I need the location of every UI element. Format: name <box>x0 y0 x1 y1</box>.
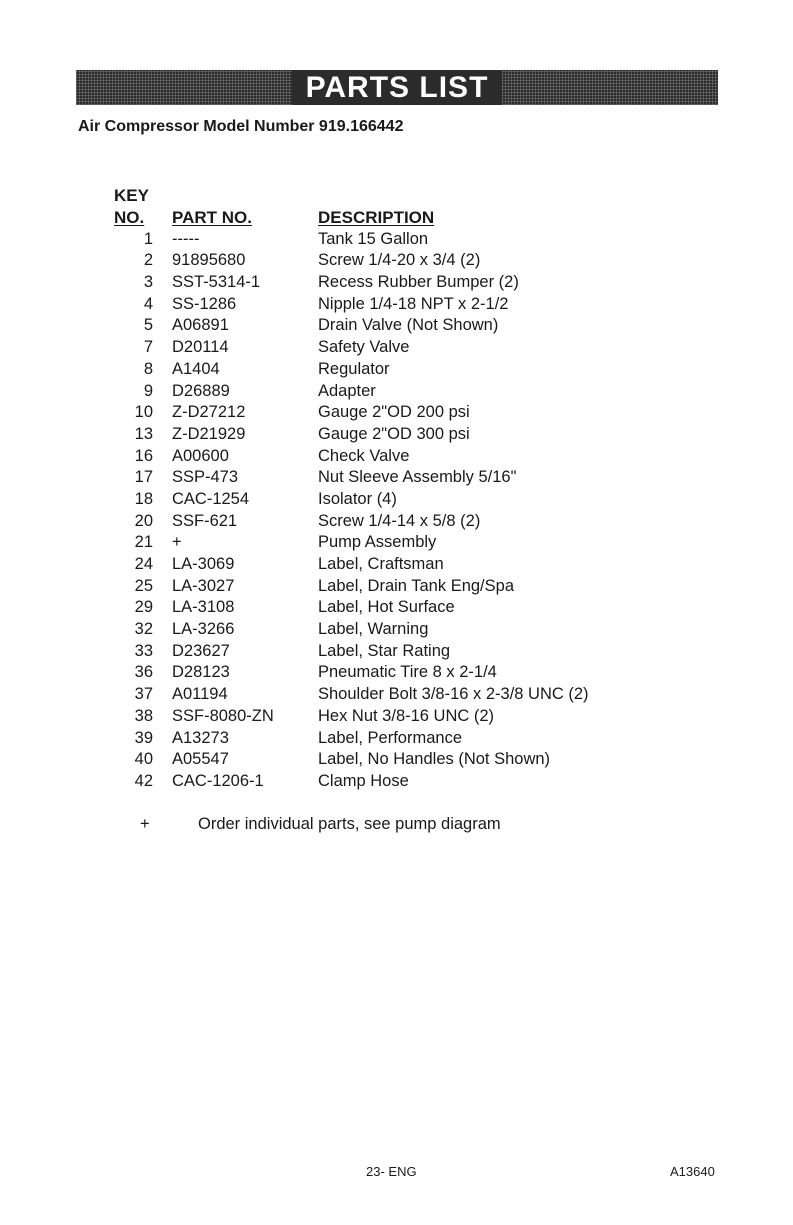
row-part-no: A05547 <box>172 750 229 769</box>
table-row <box>114 250 589 272</box>
table-row <box>114 467 589 489</box>
row-part-no: A06891 <box>172 316 229 335</box>
table-row <box>114 511 589 533</box>
table-row <box>114 337 589 359</box>
row-description: Label, Star Rating <box>318 641 451 660</box>
row-description: Label, Craftsman <box>318 555 444 573</box>
parts-table <box>114 185 589 793</box>
row-key-no: 37 <box>134 685 153 704</box>
table-row <box>114 402 589 424</box>
page-number: 23- ENG <box>366 1164 417 1179</box>
row-key-no: 39 <box>134 728 153 747</box>
header-description: DESCRIPTION <box>318 208 435 227</box>
footnote <box>140 815 501 834</box>
table-row <box>114 532 589 554</box>
row-description: Label, Warning <box>318 620 429 639</box>
row-description: Adapter <box>318 381 376 400</box>
row-part-no: A13273 <box>172 728 229 747</box>
row-key-no: 18 <box>134 489 153 508</box>
row-part-no: D28123 <box>172 663 230 682</box>
table-row <box>114 424 589 446</box>
row-description: Nut Sleeve Assembly 5/16" <box>318 468 517 487</box>
row-part-no: + <box>172 533 182 552</box>
row-key-no: 20 <box>134 511 153 530</box>
row-description: Label, Drain Tank Eng/Spa <box>318 576 514 595</box>
table-row <box>114 554 589 576</box>
row-part-no: LA-3069 <box>172 555 235 573</box>
table-row <box>114 749 589 771</box>
row-description: Check Valve <box>318 446 410 465</box>
row-key-no: 42 <box>134 771 153 790</box>
row-key-no: 38 <box>134 706 153 725</box>
table-row <box>114 294 589 316</box>
table-row <box>114 641 589 663</box>
row-key-no: 17 <box>134 468 153 487</box>
model-subtitle: Air Compressor Model Number 919.166442 <box>78 118 404 135</box>
table-row <box>114 489 589 511</box>
row-part-no: LA-3027 <box>172 576 235 595</box>
row-description: Pump Assembly <box>318 533 437 552</box>
row-description: Screw 1/4-20 x 3/4 (2) <box>318 251 481 270</box>
row-part-no: CAC-1206-1 <box>172 771 264 790</box>
row-key-no: 16 <box>134 446 153 465</box>
table-row <box>114 446 589 468</box>
row-description: Screw 1/4-14 x 5/8 (2) <box>318 511 481 530</box>
row-part-no: LA-3108 <box>172 598 235 617</box>
row-key-no: 7 <box>143 338 153 357</box>
row-key-no: 13 <box>134 424 153 443</box>
row-description: Tank 15 Gallon <box>318 229 429 248</box>
row-description: Label, No Handles (Not Shown) <box>318 750 551 769</box>
table-row <box>114 619 589 641</box>
row-key-no: 40 <box>134 750 153 769</box>
header-row <box>114 207 589 229</box>
table-row <box>114 272 589 294</box>
table-row <box>114 728 589 750</box>
footnote-text: Order individual parts, see pump diagram <box>198 815 501 833</box>
row-description: Isolator (4) <box>318 489 397 508</box>
row-key-no: 8 <box>143 359 153 378</box>
row-description: Nipple 1/4-18 NPT x 2-1/2 <box>318 294 509 313</box>
row-key-no: 21 <box>134 533 153 552</box>
row-part-no: 91895680 <box>172 251 246 270</box>
header-key-line1: KEY <box>114 186 149 205</box>
row-description: Recess Rubber Bumper (2) <box>318 273 519 292</box>
row-key-no: 32 <box>134 620 153 639</box>
table-row <box>114 229 589 251</box>
row-part-no: D26889 <box>172 381 230 400</box>
row-description: Drain Valve (Not Shown) <box>318 316 499 335</box>
table-row <box>114 662 589 684</box>
row-part-no: A00600 <box>172 446 229 465</box>
row-description: Regulator <box>318 359 390 378</box>
table-row <box>114 359 589 381</box>
table-row <box>114 771 589 793</box>
document-code: A13640 <box>670 1164 715 1179</box>
row-part-no: Z-D27212 <box>172 403 246 422</box>
row-part-no: CAC-1254 <box>172 489 250 508</box>
row-part-no: A1404 <box>172 359 220 378</box>
row-description: Clamp Hose <box>318 771 409 790</box>
row-key-no: 10 <box>134 403 153 422</box>
row-part-no: SSP-473 <box>172 468 239 487</box>
footnote-symbol: + <box>140 815 150 833</box>
row-key-no: 3 <box>143 273 153 292</box>
row-part-no: ----- <box>172 229 200 248</box>
table-row <box>114 381 589 403</box>
row-part-no: D23627 <box>172 641 230 660</box>
header-part-no: PART NO. <box>172 208 252 227</box>
row-key-no: 2 <box>143 251 153 270</box>
banner-title: PARTS LIST <box>292 70 503 105</box>
row-key-no: 5 <box>143 316 153 335</box>
row-key-no: 36 <box>134 663 153 682</box>
row-description: Label, Performance <box>318 728 462 747</box>
row-part-no: LA-3266 <box>172 620 235 639</box>
row-part-no: SSF-621 <box>172 511 238 530</box>
row-description: Shoulder Bolt 3/8-16 x 2-3/8 UNC (2) <box>318 685 589 704</box>
row-part-no: Z-D21929 <box>172 424 246 443</box>
row-part-no: D20114 <box>172 338 229 357</box>
table-row <box>114 315 589 337</box>
table-row <box>114 597 589 619</box>
row-description: Pneumatic Tire 8 x 2-1/4 <box>318 663 497 682</box>
parts-list-banner <box>76 70 718 105</box>
table-row <box>114 706 589 728</box>
table-row <box>114 576 589 598</box>
row-key-no: 4 <box>143 294 153 313</box>
row-key-no: 9 <box>143 381 153 400</box>
row-part-no: SST-5314-1 <box>172 273 261 292</box>
row-key-no: 24 <box>134 555 153 573</box>
row-description: Safety Valve <box>318 338 410 357</box>
row-description: Gauge 2"OD 300 psi <box>318 424 470 443</box>
row-key-no: 25 <box>134 576 153 595</box>
row-description: Gauge 2"OD 200 psi <box>318 403 470 422</box>
row-key-no: 33 <box>134 641 153 660</box>
row-key-no: 29 <box>134 598 153 617</box>
row-part-no: A01194 <box>172 685 228 704</box>
row-key-no: 1 <box>143 229 153 248</box>
row-part-no: SSF-8080-ZN <box>172 706 274 725</box>
parts-rows <box>114 229 589 793</box>
row-part-no: SS-1286 <box>172 294 237 313</box>
header-key-no: NO. <box>114 208 145 227</box>
row-description: Label, Hot Surface <box>318 598 455 617</box>
table-row <box>114 684 589 706</box>
row-description: Hex Nut 3/8-16 UNC (2) <box>318 706 495 725</box>
